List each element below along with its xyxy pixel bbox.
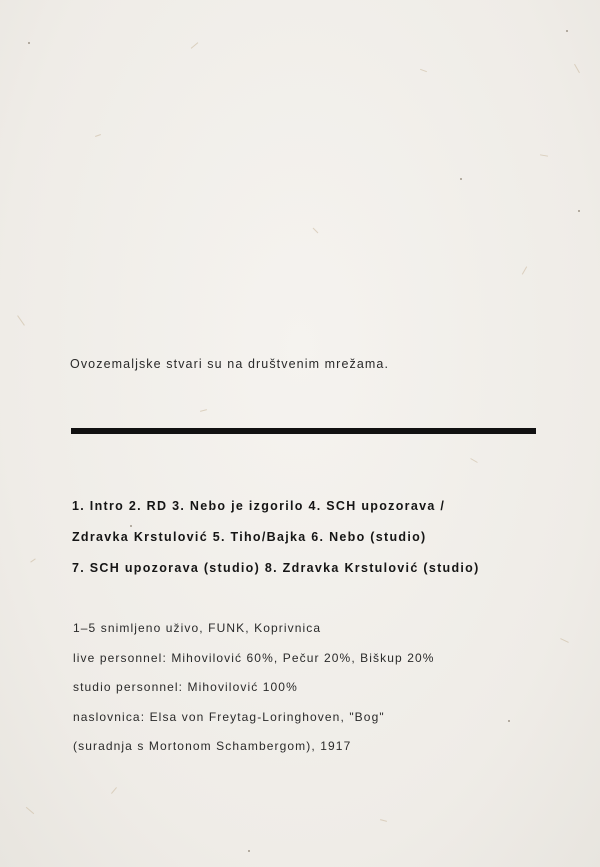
credit-recording: 1–5 snimljeno uživo, FUNK, Koprivnica xyxy=(73,621,322,635)
credit-studio-personnel: studio personnel: Mihovilović 100% xyxy=(73,680,298,694)
credit-live-personnel: live personnel: Mihovilović 60%, Pečur 20%, Biškup 20% xyxy=(73,650,435,665)
tracklist-line: 1. Intro 2. RD 3. Nebo je izgorilo 4. SCH upozorava / xyxy=(72,499,446,513)
credits xyxy=(73,614,533,762)
credit-cover-art: naslovnica: Elsa von Freytag-Loringhoven, "Bog" xyxy=(73,709,385,724)
tracklist-line: 7. SCH upozorava (studio) 8. Zdravka Krstulović (studio) xyxy=(72,561,480,575)
tagline: Ovozemaljske stvari su na društvenim mrežama. xyxy=(70,357,390,371)
divider-bar xyxy=(71,428,536,434)
tracklist xyxy=(72,491,542,584)
credit-cover-art-collaboration: (suradnja s Mortonom Schambergom), 1917 xyxy=(73,739,352,753)
tracklist-line: Zdravka Krstulović 5. Tiho/Bajka 6. Nebo (studio) xyxy=(72,530,427,544)
